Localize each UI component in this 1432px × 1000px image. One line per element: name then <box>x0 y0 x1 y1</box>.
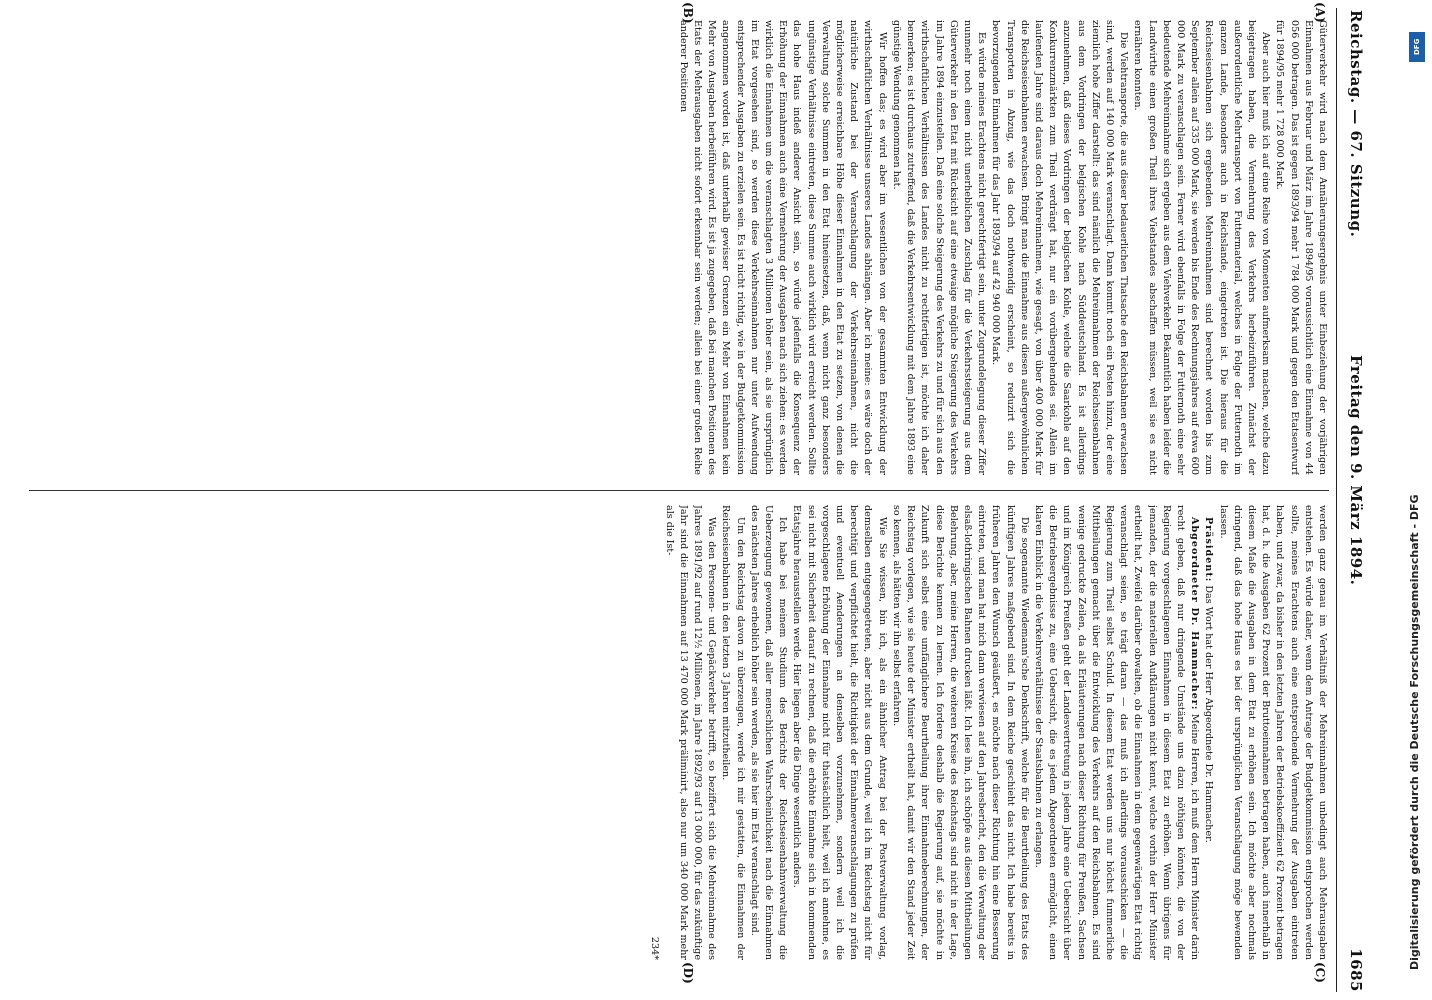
paragraph: Güterverkehr wird nach dem Annäherungsergebnis unter Einbeziehung der vorjährigen Einnahmen aus Februar und März im Jahre 1894/95 voraussichtlich eine Einnahme von 44 056 000 betragen. Das ist gegen 1893/94 mehr 1 784 000 Mark und gegen den Etatsentwurf für 1894/95 mehr 1 728 000 Mark. <box>1274 20 1328 475</box>
paragraph: Aber auch hier muß ich auf eine Reihe von Momenten aufmerksam machen, welche dazu beigetragen haben, die Vermehrung des Verkehrs herbeizuführen. Zunächst der außerordentliche Mehrtransport von Futtermaterial, welches in Folge der Futternoth im ganzen Lande, besonders auch in Reichslande, eingetreten ist. Die hieraus für die Reichseisenbahnen sich ergebenden Mehreinnahmen sind berechnet worden bis zum September allein auf 335 000 Mark, sie werden bis Ende des Rechnungsjahres auf etwa 600 000 Mark zu veranschlagen sein. Ferner wird ebenfalls in Folge der Futternoth eine sehr bedeutende Mehreinnahme sich ergeben aus dem Viehverkehr. Bekanntlich haben leider die Landwirthe einen großen Theil ihres Viehstandes abschaffen müssen, weil sie es nicht ernähren konnten. <box>1132 20 1272 475</box>
paragraph: Es würde meines Erachtens nicht gerechtfertigt sein, unter Zugrundelegung dieser Ziffer nunmehr noch einen nicht unerheblichen Zuschlag für die Verkehrssteigerung aus dem Güterverkehr in den Etat mit Rücksicht auf eine etwaige mögliche Steigerung des Verkehrs im Jahre 1894 einzustellen. Daß eine solche Steigerung des Verkehrs zu und für sich aus den wirthschaftlichen Verhältnissen des Landes nicht zu rechtfertigen ist, möchte ich daher bemerken; es ist durchaus zutreffend, daß die Verkehrsentwicklung mit dem Jahre 1893 eine günstige Wendung genommen hat. <box>890 20 988 475</box>
paragraph: werden ganz genau im Verhältniß der Mehreinnahmen unbedingt auch Mehrausgaben entstehen. Es würde daher, wenn dem Antrage der Budgetkommission entsprochen werden sollte, meines Erachtens auch eine entsprechende Vermehrung der Ausgaben eintreten haben, und zwar, da bisher in den letzten Jahren der Betriebskoeffizient 62 Prozent betragen hat, d. h. die Ausgaben 62 Prozent der Bruttoeinnahmen betragen haben, auch innerhalb in diesem Maße die Ausgaben in dem Etat zu erhöhen sein. Ich möchte aber nochmals dringend, daß das hohe Haus es bei der ursprünglichen Veranschlagung möge bewenden lassen. <box>1217 505 1328 960</box>
speech-paragraph <box>1031 505 1201 960</box>
column-divider <box>29 490 1329 491</box>
left-column <box>29 20 1329 475</box>
speaker-label: Präsident: <box>1203 517 1215 583</box>
paragraph: Was den Personen- und Gepäckverkehr betrifft, so beziffert sich die Mehreinnahme des Jahres 1891/92 auf rund 12½ Millionen, im Jahre 1892/93 auf 13 000 000, für das zukünftige Jahr sind die Einnahmen auf 13 470 000 Mark präliminirt, also nur um 340 000 Mark mehr als die Ist- <box>663 505 718 960</box>
paragraph: Ich habe bei meinem Studium des Berichts der Reichseisenbahnverwaltung die Ueberzeugung gewonnen, daß aller menschlichen Wahrscheinlichkeit nach die Einnahmen des nächsten Jahres erheblich höher sein werden, als sie hier im Etat veranschlagt sind. <box>748 505 789 960</box>
signature-mark: 234* <box>649 936 661 960</box>
speech-text: Das Wort hat der Herr Abgeordnete Dr. Hammacher. <box>1203 585 1215 843</box>
digitization-credit: Digitalisierung gefördert durch die Deutsche Forschungsgemeinschaft - DFG <box>1408 494 1421 970</box>
paragraph: Wir hoffen das; es wird aber im wesentlichen von der gesammten Entwicklung der wirthschaftlichen Verhältnisse unseres Landes abhängen. Aber ich meine: es wäre doch der natürliche Zustand bei der Veranschlagung der Verkehrseinnahmen, nicht die möglicherweise erreichbare Höhe dieser Einnahmen in den Etat zu setzen, von denen die Verwaltung solche Summen in den Etat hineinsetzen, daß, wenn nicht ganz besonders ungünstige Verhältnisse eintreten, diese Summe auch wirklich wird erreicht werden. Sollte das hohe Haus indeß anderer Ansicht sein, so würde jedenfalls die Konsequenz der Erhöhung der Einnahmen auch eine Vermehrung der Ausgaben nach sich ziehen: es werden wirklich die Einnahmen um die veranschlagten 3 Millionen höher sein, als sie ursprünglich im Etat vorgesehen sind, so werden diese Verkehrseinnahmen nur unter Aufwendung entsprechender Ausgaben zu erzielen sein. Es ist nicht richtig, wie in der Budgetkommission angenommen worden ist, daß unterhalb gewisser Grenzen ein Mehr von Einnahmen kein Mehr von Ausgaben herbeiführen wird. Es ist ja zugegeben, daß bei manchen Positionen des Etats der Mehrausgaben nicht sofort erkennbar sein werden; allein bei einer großen Reihe anderer Positionen <box>677 20 888 475</box>
page-number: 1685 <box>1347 948 1365 992</box>
speech-text: Meine Herren, ich muß dem Herrn Minister darin recht geben, daß nur dringende Umstände uns dazu nöthigen könnten, die von der Regierung vorgeschlagenen Einnahmen in diesem Etat zu erhöhen. Wenn übrigens für jemanden, der die materiellen Aufklärungen nicht kennt, welche vorhin der Herr Minister ertheilt hat, Zweifel darüber obwalten, ob die Einnahmen in dem gegenwärtigen Etat richtig veranschlagt seien, so trägt daran — das muß ich allerdings vorausschicken — die Regierung zum Theil selbst Schuld. In diesem Etat werden uns nur höchst fummerliche Mittheilungen gemacht über die Entwicklung des Verkehrs auf den Reichsbahnen. Es sind wenige gedruckte Zeilen, da als Erläuterungen nach dieser Richtung für Preußen, Sachsen und im Königreich Preußen geht der Landesvertretung in jedem Jahre eine Uebersicht über die Betriebsergebnisse zu, eine Uebersicht, die es jedem Abgeordneten ermöglicht, einen klaren Einblick in die Verkehrsverhältnisse der Staatsbahnen zu erlangen. <box>1032 505 1201 960</box>
paragraph: Wie Sie wissen, bin ich, als ein ähnlicher Antrag bei der Postverwaltung vorlag, demselben entgegengetreten, aber nicht aus dem Grunde, weil ich im Reichstag nicht für berechtigt und verpflichtet hielt, die Richtigkeit der Einnahmeveranschlagungen zu prüfen und eventuell Aenderungen an denselben vorzunehmen, sondern weil ich die vorgeschlagene Erhöhung der Einnahme nicht für thatsächlich hielt, weil ich annehme, es sei nicht mit Sicherheit darauf zu rechnen, daß die erhöhte Einnahme sich in kommenden Etatsjahre herausstellen werde. Hier liegen aber die Dinge wesentlich anders. <box>791 505 888 960</box>
speaker-label: Abgeordneter Dr. Hammacher: <box>1189 517 1201 711</box>
header-rule <box>1336 8 1337 992</box>
margin-mark-d: (D) <box>681 962 695 984</box>
paragraph: Die Viehtransporte, die aus dieser bedauerlichen Thatsache den Reichsbahnen erwachsen sind, werden auf 140 000 Mark veranschlagt. Dann kommt noch ein Posten hinzu, der eine ziemlich hohe Ziffer darstellt: das sind nämlich die Mehreinnahmen der Reichseisenbahnen aus dem Vordringen der belgischen Kohle nach Süddeutschland. Es ist allerdings anzunehmen, daß dieses Vordringen der belgischen Kohle, welche die Saarkohle auf den Konkurrenzmärkten zum Theil verdrängt hat, nur ein vorübergehendes sei. Allein im laufenden Jahre sind daraus doch Mehreinnahmen, wie gesagt, von über 400 000 Mark für die Reichseisenbahnen erwachsen. Bringt man die Einnahme aus diesen außergewöhnlichen Transporten in Abzug, wie das doch nothwendig erscheint, so reduzirt sich die bevorzugenden Einnahmen für das Jahr 1893/94 auf 42 940 000 Mark. <box>990 20 1130 475</box>
margin-mark-a: (A) <box>1313 2 1327 23</box>
running-head-left: Reichstag. — 67. Sitzung. <box>1347 10 1365 238</box>
page-header <box>1337 0 1395 1000</box>
right-column <box>29 505 1329 960</box>
margin-mark-b: (B) <box>681 2 695 24</box>
paragraph: Die sogenannte Wiedemann'sche Denkschrift, welche für die Beurtheilung des Etats des künftigen Jahres maßgebend sind. In dem Reiche geschieht das nicht. Ich habe bereits in früheren Jahren den Wunsch geäußert, es möchte nach dieser Richtung hin eine Besserung eintreten, und man hat mich dann verwiesen auf den Jahresbericht, den die Verwaltung der elsaß-lothringischen Bahnen drucken läßt. Ich lese ihn, ich schöpfe aus diesen Mittheilungen Belehrung, aber, meine Herren, die weiteren Kreise des Reichstags sind nicht in der Lage, diese Berichte kennen zu lernen. Ich fordere deshalb die Regierung auf, sie möchte in Zukunft sich selbst eine umfänglichere Beurtheilung ihrer Einnahmeberechnungen, der Reichstag vorlegen, wie sie heute der Minister ertheilt hat, damit wir den Stand jeder Zeit so kennen, als hätten wir ihn selbst erfahren. <box>890 505 1030 960</box>
dfg-sidebar <box>1404 20 1430 980</box>
speech-paragraph <box>1201 505 1215 960</box>
dfg-logo: DFG <box>1409 32 1425 62</box>
paragraph: Um den Reichstag davon zu überzeugen, werde ich mir gestatten, die Einnahmen der Reichseisenbahnen in den letzten 3 Jahren mitzutheilen. <box>720 505 746 960</box>
margin-mark-c: (C) <box>1313 962 1327 983</box>
running-head-date: Freitag den 9. März 1894. <box>1347 355 1365 586</box>
